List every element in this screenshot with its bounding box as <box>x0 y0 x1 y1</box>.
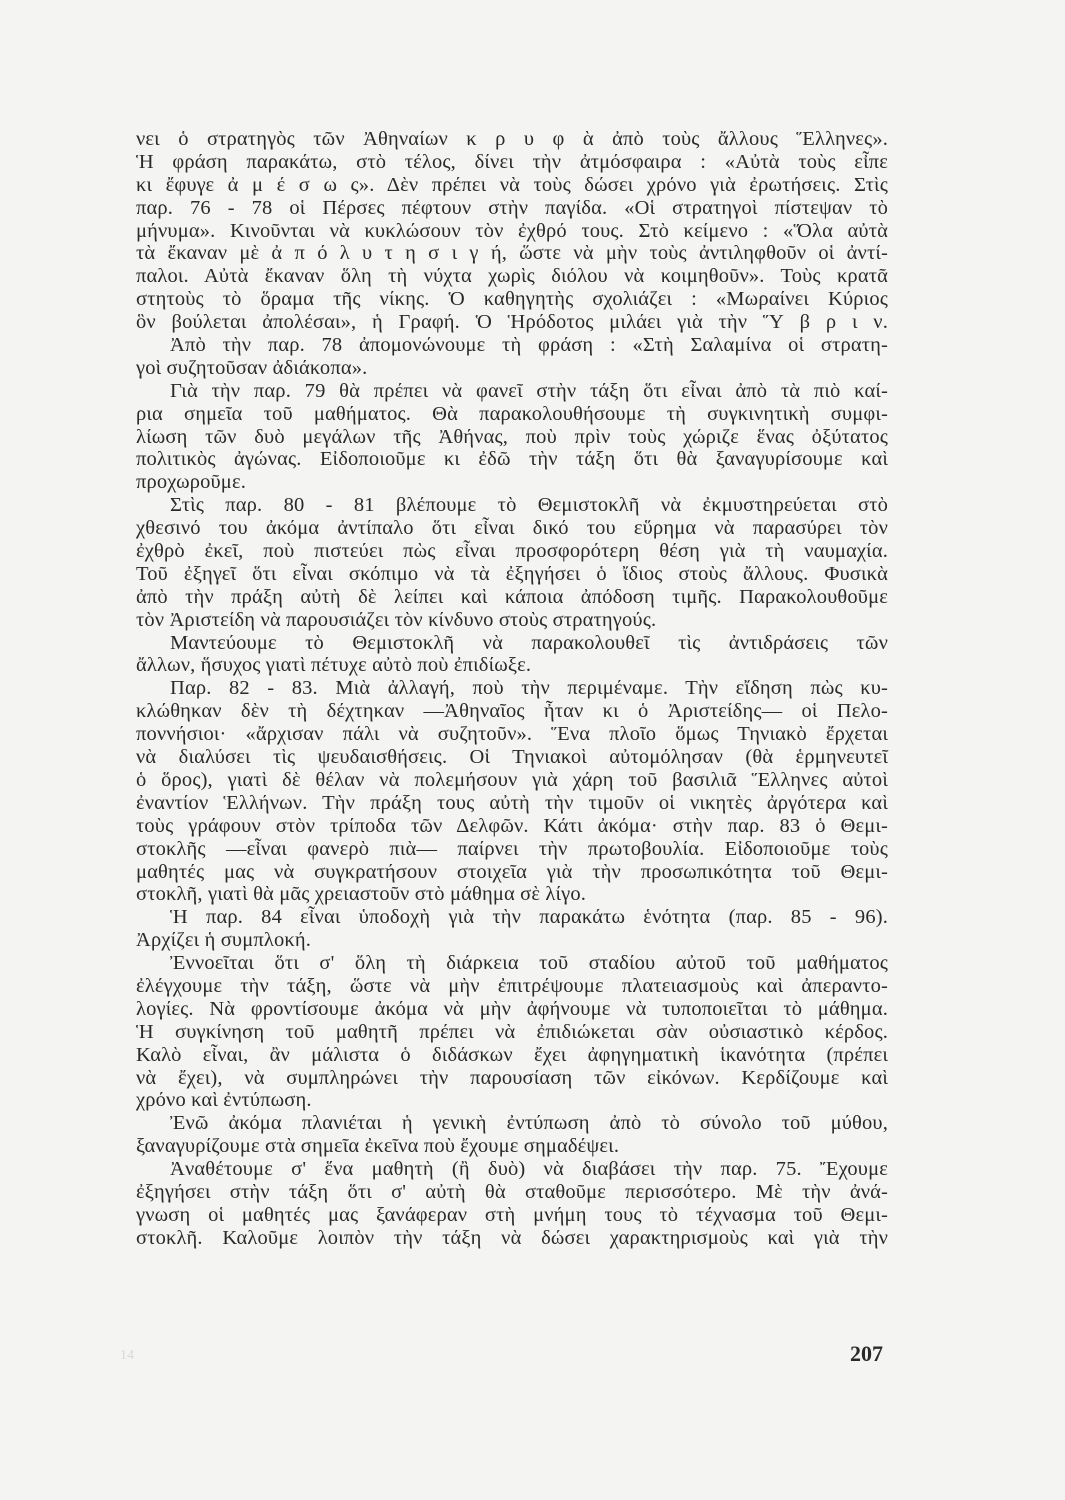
text-line: ἐξηγήσει στὴν τάξη ὅτι σ' αὐτὴ θὰ σταθοῦμε περισσότερο. Μὲ τὴν ἀνά- <box>136 1180 888 1203</box>
text-line: ὁ ὅρος), γιατὶ δὲ θέλαν νὰ πολεμήσουν γιὰ χάρη τοῦ βασιλιᾶ Ἕλληνες αὐτοὶ <box>136 768 888 791</box>
text-line: ρια σημεῖα τοῦ μαθήματος. Θὰ παρακολουθήσουμε τὴ συγκινητικὴ συμφι- <box>136 402 888 425</box>
text-line: χθεσινό του ἀκόμα ἀντίπαλο ὅτι εἶναι δικό του εὕρημα νὰ παρασύρει τὸν <box>136 517 888 540</box>
text-line: παρ. 76 - 78 οἱ Πέρσες πέφτουν στὴν παγίδα. «Οἱ στρατηγοὶ πίστεψαν τὸ <box>136 196 888 219</box>
text-line: μήνυμα». Κινοῦνται νὰ κυκλώσουν τὸν ἐχθρό τους. Στὸ κείμενο : «Ὅλα αὐτὰ <box>136 219 888 242</box>
page-number: 207 <box>850 1341 883 1366</box>
text-line: πολιτικὸς ἀγώνας. Εἰδοποιοῦμε κι ἐδῶ τὴν τάξη ὅτι θὰ ξαναγυρίσουμε καὶ <box>136 448 888 471</box>
text-line: στοκλῆ, γιατὶ θὰ μᾶς χρειαστοῦν στὸ μάθημα σὲ λίγο. <box>136 883 587 906</box>
text-line: Ἀναθέτουμε σ' ἕνα μαθητὴ (ἢ δυὸ) νὰ διαβάσει τὴν παρ. 75. Ἔχουμε <box>170 1158 888 1181</box>
text-line: κλώθηκαν δὲν τὴ δέχτηκαν —Ἀθηναῖος ἦταν κι ὁ Ἀριστείδης— οἱ Πελο- <box>136 700 888 723</box>
text-line: ὃν βούλεται ἀπολέσαι», ἡ Γραφή. Ὁ Ἡρόδοτος μιλάει γιὰ τὴν Ὕ β ρ ι ν. <box>136 311 888 334</box>
text-line: νὰ ἔχει), νὰ συμπληρώνει τὴν παρουσίαση τῶν εἰκόνων. Κερδίζουμε καὶ <box>136 1066 888 1089</box>
text-line: ἐλέγχουμε τὴν τάξη, ὥστε νὰ μὴν ἐπιτρέψουμε πλατειασμοὺς καὶ ἀπεραντο- <box>136 974 888 997</box>
text-line: Στὶς παρ. 80 - 81 βλέπουμε τὸ Θεμιστοκλῆ νὰ ἐκμυστηρεύεται στὸ <box>170 494 888 517</box>
text-line: τὸν Ἀριστείδη νὰ παρουσιάζει τὸν κίνδυνο στοὺς στρατηγούς. <box>136 608 657 631</box>
text-line: ἐχθρὸ ἐκεῖ, ποὺ πιστεύει πὼς εἶναι προσφορότερη θέση γιὰ τὴ ναυμαχία. <box>136 540 888 563</box>
text-line: Ἡ συγκίνηση τοῦ μαθητῆ πρέπει νὰ ἐπιδιώκεται σὰν οὐσιαστικὸ κέρδος. <box>136 1020 888 1043</box>
text-line: Ἀπὸ τὴν παρ. 78 ἀπομονώνουμε τὴ φράση : «Στὴ Σαλαμίνα οἱ στρατη- <box>170 334 888 357</box>
text-line: Μαντεύουμε τὸ Θεμιστοκλῆ νὰ παρακολουθεῖ τὶς ἀντιδράσεις τῶν <box>170 631 888 654</box>
text-line: νὰ διαλύσει τὶς ψευδαισθήσεις. Οἱ Τηνιακοὶ αὐτομόλησαν (θὰ ἑρμηνευτεῖ <box>136 746 888 769</box>
text-line: Ἐννοεῖται ὅτι σ' ὅλη τὴ διάρκεια τοῦ σταδίου αὐτοῦ τοῦ μαθήματος <box>170 952 888 975</box>
text-line: ἀπὸ τὴν πράξη αὐτὴ δὲ λείπει καὶ κάποια ἀπόδοση τιμῆς. Παρακολουθοῦμε <box>136 585 888 608</box>
text-line: Ἀρχίζει ἡ συμπλοκή. <box>136 929 311 952</box>
text-line: ξαναγυρίζουμε στὰ σημεῖα ἐκεῖνα ποὺ ἔχουμε σημαδέψει. <box>136 1135 620 1158</box>
text-line: γνωση οἱ μαθητές μας ξανάφεραν στὴ μνήμη τους τὸ τέχνασμα τοῦ Θεμι- <box>136 1203 888 1226</box>
text-line: νει ὁ στρατηγὸς τῶν Ἀθηναίων κ ρ υ φ ὰ ἀπὸ τοὺς ἄλλους Ἕλληνες». <box>136 128 888 150</box>
text-line: παλοι. Αὐτὰ ἔκαναν ὅλη τὴ νύχτα χωρὶς διόλου νὰ κοιμηθοῦν». Τοὺς κρατᾶ <box>136 265 888 288</box>
text-line: λογίες. Νὰ φροντίσουμε ἀκόμα νὰ μὴν ἀφήνουμε νὰ τυποποιεῖται τὸ μάθημα. <box>136 997 888 1020</box>
text-line: στοκλῆ. Καλοῦμε λοιπὸν τὴν τάξη νὰ δώσει χαρακτηρισμοὺς καὶ γιὰ τὴν <box>136 1226 888 1249</box>
text-line: Παρ. 82 - 83. Μιὰ ἀλλαγή, ποὺ τὴν περιμέναμε. Τὴν εἴδηση πὼς κυ- <box>170 677 888 700</box>
text-line: γοὶ συζητοῦσαν ἀδιάκοπα». <box>136 356 368 379</box>
text-line: στητοὺς τὸ ὅραμα τῆς νίκης. Ὁ καθηγητὴς σχολιάζει : «Μωραίνει Κύριος <box>136 288 888 311</box>
text-line: Γιὰ τὴν παρ. 79 θὰ πρέπει νὰ φανεῖ στὴν τάξη ὅτι εἶναι ἀπὸ τὰ πιὸ καί- <box>170 379 888 402</box>
text-line: ποννήσιοι· «ἄρχισαν πάλι νὰ συζητοῦν». Ἕνα πλοῖο ὅμως Τηνιακὸ ἔρχεται <box>136 723 888 746</box>
text-line: κι ἔφυγε ἀ μ έ σ ω ς». Δὲν πρέπει νὰ τοὺς δώσει χρόνο γιὰ ἐρωτήσεις. Στὶς <box>136 173 888 196</box>
text-line: προχωροῦμε. <box>136 471 246 494</box>
text-line: στοκλῆς —εἶναι φανερὸ πιὰ— παίρνει τὴν πρωτοβουλία. Εἰδοποιοῦμε τοὺς <box>136 837 888 860</box>
text-line: μαθητές μας νὰ συγκρατήσουν στοιχεῖα γιὰ τὴν προσωπικότητα τοῦ Θεμι- <box>136 860 888 883</box>
text-line: λίωση τῶν δυὸ μεγάλων τῆς Ἀθήνας, ποὺ πρὶν τοὺς χώριζε ἕνας ὀξύτατος <box>136 425 888 448</box>
faint-ghost-mark: 14 <box>120 1348 134 1363</box>
text-line: τὰ ἔκαναν μὲ ἀ π ό λ υ τ η σ ι γ ή, ὥστε νὰ μὴν τοὺς ἀντιληφθοῦν οἱ ἀντί- <box>136 242 888 265</box>
text-line: Καλὸ εἶναι, ἂν μάλιστα ὁ διδάσκων ἔχει ἀφηγηματικὴ ἱκανότητα (πρέπει <box>136 1043 888 1066</box>
text-line: τοὺς γράφουν στὸν τρίποδα τῶν Δελφῶν. Κάτι ἀκόμα· στὴν παρ. 83 ὁ Θεμι- <box>136 814 888 837</box>
text-line: Τοῦ ἐξηγεῖ ὅτι εἶναι σκόπιμο νὰ τὰ ἐξηγήσει ὁ ἴδιος στοὺς ἄλλους. Φυσικὰ <box>136 562 888 585</box>
text-line: χρόνο καὶ ἐντύπωση. <box>136 1089 312 1112</box>
body-text <box>136 128 888 1250</box>
text-line: Ἡ φράση παρακάτω, στὸ τέλος, δίνει τὴν ἀτμόσφαιρα : «Αὐτὰ τοὺς εἶπε <box>136 150 888 173</box>
text-line: Ἡ παρ. 84 εἶναι ὑποδοχὴ γιὰ τὴν παρακάτω ἑνότητα (παρ. 85 - 96). <box>170 906 888 929</box>
text-line: ἄλλων, ἥσυχος γιατὶ πέτυχε αὐτὸ ποὺ ἐπιδίωξε. <box>136 654 532 677</box>
text-line: Ἐνῶ ἀκόμα πλανιέται ἡ γενικὴ ἐντύπωση ἀπὸ τὸ σύνολο τοῦ μύθου, <box>170 1112 888 1135</box>
text-line: ἐναντίον Ἑλλήνων. Τὴν πράξη τους αὐτὴ τὴν τιμοῦν οἱ νικητὲς ἀργότερα καὶ <box>136 791 888 814</box>
